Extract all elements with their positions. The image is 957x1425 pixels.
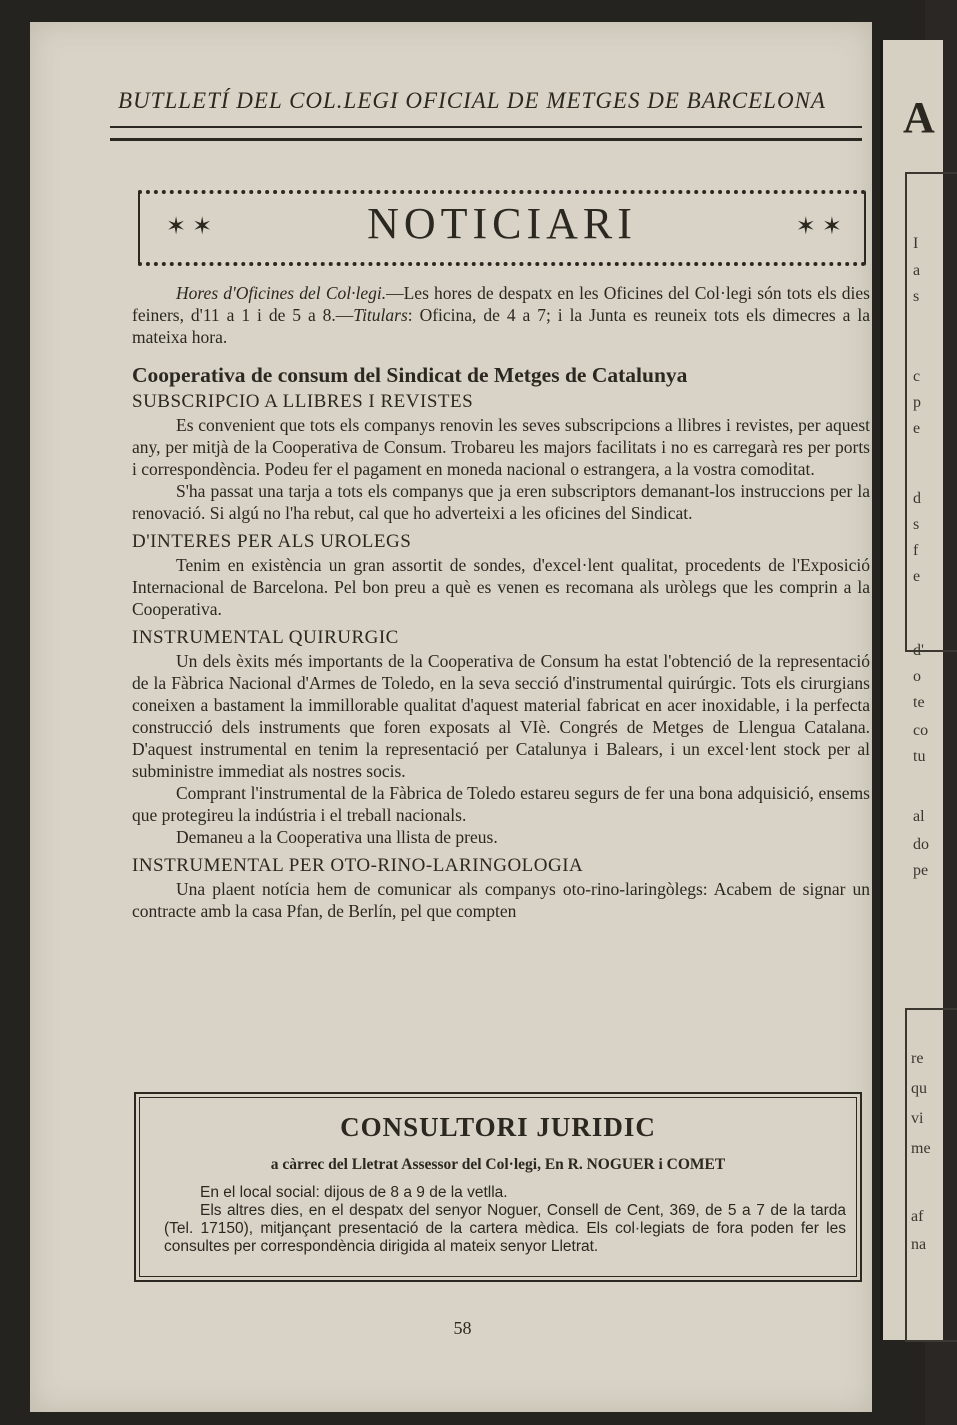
star-ornament-icon: ✶ ✶	[795, 214, 842, 240]
office-hours-paragraph	[132, 282, 870, 348]
adjacent-fragment: f	[913, 542, 919, 559]
titulars-label: Titulars	[353, 305, 408, 325]
consultori-line: En el local social: dijous de 8 a 9 de la vetlla.	[200, 1184, 508, 1201]
adjacent-fragment: d'	[913, 642, 924, 659]
adjacent-fragment: qu	[911, 1080, 927, 1097]
adjacent-fragment: e	[913, 420, 921, 437]
header-rule-double	[110, 138, 862, 141]
adjacent-fragment: e	[913, 568, 921, 585]
adjacent-fragment: te	[913, 694, 925, 711]
adjacent-fragment: s	[913, 516, 920, 533]
section-title-oto: INSTRUMENTAL PER OTO-RINO-LARINGOLOGIA	[132, 855, 584, 876]
paragraph: Comprant l'instrumental de la Fàbrica de Toledo estareu segurs de fer una bona adquisició, ensems que protegireu la indústria i el treball nacionals.	[132, 783, 870, 825]
adjacent-fragment: na	[911, 1236, 927, 1253]
adjacent-page	[880, 40, 943, 1340]
office-hours-text-2: : Oficina, de 4 a 7; i la Junta es reuneix tots els dimecres a la mateixa hora.	[132, 305, 870, 347]
adjacent-fragment: o	[913, 668, 921, 685]
article-body	[132, 282, 870, 922]
section-title-instrumental: INSTRUMENTAL QUIRURGIC	[132, 627, 399, 648]
noticiari-banner	[138, 190, 866, 266]
office-hours-text: —Les hores de despatx en les Oficines del Col·legi són tots els dies feiners, d'11 a 1 i de 5 a 8.—	[132, 283, 870, 325]
adjacent-fragment: vi	[911, 1110, 924, 1127]
adjacent-fragment: tu	[913, 748, 926, 765]
adjacent-fragment: pe	[913, 862, 929, 879]
adjacent-page-heading: A	[903, 93, 935, 142]
star-ornament-icon: ✶ ✶	[166, 214, 213, 240]
consultori-subtitle: a càrrec del Lletrat Assessor del Col·legi, En R. NOGUER i COMET	[270, 1156, 726, 1173]
adjacent-fragment: co	[913, 722, 929, 739]
running-header: BUTLLETÍ DEL COL.LEGI OFICIAL DE METGES DE BARCELONA	[118, 88, 826, 113]
section-title-subscripcio: SUBSCRIPCIO A LLIBRES I REVISTES	[132, 391, 474, 412]
cooperativa-heading: Cooperativa de consum del Sindicat de Metges de Catalunya	[132, 363, 688, 387]
paragraph: Una plaent notícia hem de comunicar als companys oto-rino-laringòlegs: Acabem de signar un contracte amb la casa Pfan, de Berlín, pel que compten	[132, 879, 870, 921]
header-rule	[110, 126, 862, 128]
paragraph: Demaneu a la Cooperativa una llista de preus.	[176, 827, 498, 847]
adjacent-fragment: re	[911, 1050, 924, 1067]
adjacent-fragment: af	[911, 1208, 924, 1225]
consultori-box	[134, 1092, 862, 1282]
consultori-body	[164, 1184, 846, 1256]
banner-title: NOTICIARI	[367, 199, 637, 248]
paragraph: Es convenient que tots els companys renovin les seves subscripcions a llibres i revistes, per aquest any, per mitjà de la Cooperativa de Consum. Trobareu les majors facilitats i no es carregarà res per ports i correspondència. Podeu fer el pagament en moneda nacional o estrangera, a la vostra comoditat.	[132, 415, 870, 479]
adjacent-fragment: p	[913, 394, 921, 411]
paragraph: S'ha passat una tarja a tots els companys que ja eren subscriptors demanant-los instruccions per la renovació. Si algú no l'ha rebut, cal que ho adverteixi a les oficines del Sindicat.	[132, 481, 870, 523]
adjacent-fragment: a	[913, 262, 921, 279]
adjacent-fragment: do	[913, 836, 929, 853]
adjacent-fragment: me	[911, 1140, 931, 1157]
consultori-title: CONSULTORI JURIDIC	[340, 1112, 656, 1142]
page-number: 58	[453, 1318, 472, 1338]
adjacent-fragment: d	[913, 490, 921, 507]
paragraph: Un dels èxits més importants de la Cooperativa de Consum ha estat l'obtenció de la representació de la Fàbrica Nacional d'Armes de Toledo, en la seva secció d'instrumental quirúrgic. Tots els cirurgians coneixen a bastament la immillorable qualitat d'aquest material fabricat en acer inoxidable, i la perfecta construcció dels instruments que foren exposats al VIè. Congrés de Metges de Llengua Catalana. D'aquest instrumental en tenim la representació per Catalunya i Balears, i un excel·lent stock per al subministre immediat als nostres socis.	[132, 651, 870, 781]
adjacent-fragment: c	[913, 368, 921, 385]
adjacent-fragment: al	[913, 808, 925, 825]
consultori-line: Els altres dies, en el despatx del senyor Noguer, Consell de Cent, 369, de 5 a 7 de la tarda (Tel. 17150), mitjançant presentació de la cartera mèdica. Els col·legiats de fora poden fer les consultes per correspondència dirigida al mateix senyor Lletrat.	[164, 1202, 846, 1255]
section-title-urolegs: D'INTERES PER ALS UROLEGS	[132, 531, 412, 552]
paragraph: Tenim en existència un gran assortit de sondes, d'excel·lent qualitat, procedents de l'Exposició Internacional de Barcelona. Pel bon preu a què es venen es recomana als uròlegs que les comprin a la Cooperativa.	[132, 555, 870, 619]
adjacent-fragment: I	[913, 235, 919, 252]
office-hours-lead: Hores d'Oficines del Col·legi.	[176, 283, 387, 303]
adjacent-fragment: s	[913, 288, 920, 305]
